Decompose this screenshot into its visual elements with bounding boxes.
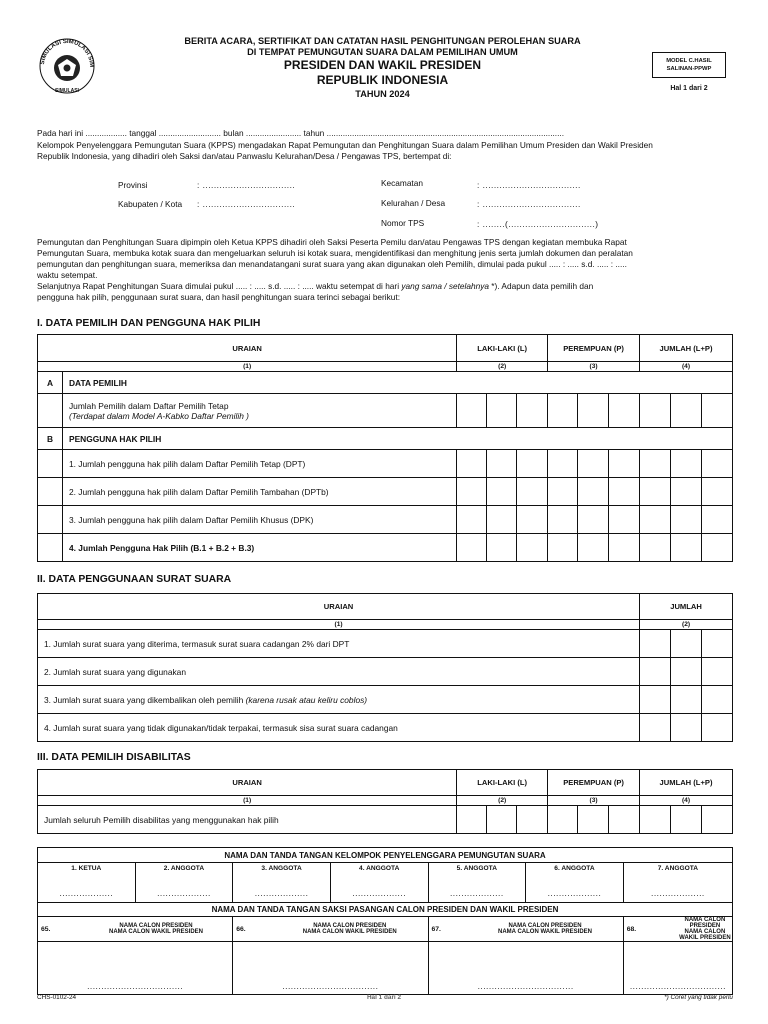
saksi-sign-title: NAMA DAN TANDA TANGAN SAKSI PASANGAN CALON PRESIDEN DAN WAKIL PRESIDEN [38, 903, 733, 917]
saksi-label-presiden: NAMA CALON PRESIDEN [508, 923, 582, 929]
kpps-member-label: 7. ANGGOTA [657, 865, 699, 872]
input-box[interactable] [702, 714, 733, 742]
saksi-candidate-label [80, 917, 233, 942]
logo-bottom-text: SIMULASI [55, 88, 79, 94]
input-box[interactable] [609, 506, 640, 534]
header-line-5: TAHUN 2024 [355, 89, 410, 99]
kecamatan-field[interactable]: : ................................... [477, 180, 581, 190]
s1-letter-b: B [38, 428, 63, 450]
kpps-member-label: 4. ANGGOTA [359, 865, 400, 872]
input-box[interactable] [517, 534, 548, 562]
s1-header-uraian: URAIAN [38, 335, 457, 362]
input-box[interactable] [487, 506, 517, 534]
kelurahan-label: Kelurahan / Desa [381, 198, 446, 208]
s3-num-4: (4) [640, 796, 733, 806]
input-box[interactable] [640, 686, 671, 714]
header-line-2: DI TEMPAT PEMUNGUTAN SUARA DALAM PEMILIHAN UMUM [247, 47, 518, 57]
kpps-cell-anggota-4[interactable] [330, 863, 428, 903]
kpps-sign-title: NAMA DAN TANDA TANGAN KELOMPOK PENYELENGGARA PEMUNGUTAN SUARA [38, 848, 733, 863]
kpps-member-label: 3. ANGGOTA [261, 865, 302, 872]
input-box[interactable] [578, 806, 609, 834]
s1-b-row-1: 1. Jumlah pengguna hak pilih dalam Daftar Pemilih Tetap (DPT) [62, 450, 456, 478]
body-line-5-a: Selanjutnya Rapat Penghitungan Suara dimulai pukul ..... : ..... s.d. ..... : ..... waktu setempat di hari [37, 281, 402, 291]
input-box[interactable] [640, 630, 671, 658]
kpu-logo [36, 32, 98, 100]
saksi-label-wakil: NAMA CALON WAKIL PRESIDEN [498, 929, 593, 935]
page-number-top: Hal 1 dari 2 [670, 85, 708, 92]
input-box[interactable] [457, 450, 487, 478]
kpps-cell-anggota-5[interactable] [428, 863, 526, 903]
input-box[interactable] [487, 450, 517, 478]
saksi-candidate-label [272, 917, 428, 942]
s1-a-spacer [38, 394, 63, 428]
saksi-label-wakil: NAMA CALON WAKIL PRESIDEN [108, 929, 203, 935]
input-box[interactable] [671, 714, 702, 742]
s1-b-spacer [38, 534, 63, 562]
input-box[interactable] [640, 450, 671, 478]
input-box[interactable] [548, 394, 578, 428]
kpps-sign-dots: ................... [254, 888, 309, 898]
body-line-1: Pemungutan dan Penghitungan Suara dipimpin oleh Ketua KPPS dihadiri oleh Saksi Peserta Pemilu dan/atau Pengawas TPS dengan kegiatan membuka Rapat [37, 237, 627, 247]
input-box[interactable] [487, 394, 517, 428]
input-box[interactable] [457, 806, 487, 834]
s1-num-3: (3) [548, 362, 640, 372]
input-box[interactable] [670, 478, 701, 506]
input-box[interactable] [701, 478, 732, 506]
footer-code: CHS-0102-24 [37, 994, 77, 1001]
s1-b-row-4: 4. Jumlah Pengguna Hak Pilih (B.1 + B.2 + B.3) [62, 534, 456, 562]
header-line-1: BERITA ACARA, SERTIFIKAT DAN CATATAN HASIL PENGHITUNGAN PEROLEHAN SUARA [184, 36, 581, 46]
tps-field[interactable]: : ........(...............................) [477, 219, 599, 229]
input-box[interactable] [457, 534, 487, 562]
footer-note: *) Coret yang tidak perlu [664, 994, 733, 1001]
input-box[interactable] [487, 534, 517, 562]
input-box[interactable] [670, 450, 701, 478]
input-box[interactable] [701, 534, 732, 562]
kpps-sign-dots: ................... [449, 888, 504, 898]
input-box[interactable] [640, 478, 671, 506]
saksi-label-presiden: NAMA CALON PRESIDEN [119, 923, 193, 929]
input-box[interactable] [609, 534, 640, 562]
input-box[interactable] [609, 478, 640, 506]
input-box[interactable] [548, 534, 578, 562]
input-box[interactable] [548, 806, 578, 834]
input-box[interactable] [578, 534, 609, 562]
s1-header-jumlah: JUMLAH (L+P) [640, 335, 733, 362]
saksi-sign-dots: .................................. [477, 981, 574, 991]
section-1-table [37, 334, 733, 562]
header-line-3: PRESIDEN DAN WAKIL PRESIDEN [283, 58, 482, 72]
s3-header-uraian: URAIAN [38, 770, 457, 796]
input-box[interactable] [640, 714, 671, 742]
s3-header-perempuan: PEREMPUAN (P) [548, 770, 640, 796]
section-1-title: I. DATA PEMILIH DAN PENGGUNA HAK PILIH [37, 318, 261, 329]
s1-b-spacer [38, 506, 63, 534]
s1-row-dpt-line-1: Jumlah Pemilih dalam Daftar Pemilih Tetap [68, 400, 229, 411]
saksi-label-wakil: NAMA CALON WAKIL PRESIDEN [302, 929, 397, 935]
s1-header-perempuan: PEREMPUAN (P) [548, 335, 640, 362]
input-box[interactable] [670, 806, 701, 834]
saksi-sign-cell[interactable] [428, 942, 623, 995]
saksi-candidate-label [678, 917, 733, 942]
saksi-num: 68. [623, 917, 678, 942]
input-box[interactable] [609, 450, 640, 478]
input-box[interactable] [701, 506, 732, 534]
saksi-candidate-label [467, 917, 623, 942]
section-3-table [37, 769, 733, 834]
input-box[interactable] [701, 394, 732, 428]
kpps-sign-dots: ................... [651, 888, 705, 898]
body-line-5-b: *). Adapun data pemilih dan [488, 281, 594, 291]
section-2-table [37, 593, 733, 742]
input-box[interactable] [670, 506, 701, 534]
s3-num-3: (3) [548, 796, 640, 806]
s1-title-a: DATA PEMILIH [62, 372, 732, 394]
provinsi-label: Provinsi [118, 180, 148, 190]
saksi-label-wakil: NAMA CALON WAKIL PRESIDEN [679, 929, 731, 941]
saksi-num: 66. [233, 917, 272, 942]
input-box[interactable] [517, 450, 548, 478]
input-box[interactable] [701, 806, 732, 834]
s1-letter-a: A [38, 372, 63, 394]
input-box[interactable] [578, 394, 609, 428]
input-box[interactable] [548, 450, 578, 478]
s2-header-jumlah: JUMLAH [640, 594, 733, 620]
body-line-6: pengguna hak pilih, penggunaan surat suara, dan hasil penghitungan suara terinci sebagai berikut: [37, 292, 401, 302]
input-box[interactable] [640, 534, 671, 562]
body-line-4: waktu setempat. [37, 270, 98, 280]
signature-table [37, 847, 733, 995]
input-box[interactable] [487, 478, 517, 506]
s2-header-uraian: URAIAN [38, 594, 640, 620]
kpps-cell-ketua[interactable] [38, 863, 136, 903]
input-box[interactable] [609, 806, 640, 834]
saksi-sign-cell[interactable] [38, 942, 233, 995]
kpps-member-label: 6. ANGGOTA [554, 865, 595, 872]
body-line-5 [37, 281, 742, 292]
s3-header-jumlah: JUMLAH (L+P) [640, 770, 733, 796]
input-box[interactable] [671, 658, 702, 686]
date-line[interactable]: Pada hari ini .................. tanggal ........................... bulan ........................ tahun ....................................................................................................... [37, 128, 565, 138]
saksi-num: 67. [428, 917, 467, 942]
saksi-sign-dots: .................................. [629, 981, 726, 991]
kpps-cell-anggota-3[interactable] [233, 863, 331, 903]
s1-b-row-3: 3. Jumlah pengguna hak pilih dalam Daftar Pemilih Khusus (DPK) [62, 506, 456, 534]
s1-num-1: (1) [38, 362, 457, 372]
kpps-member-label: 1. KETUA [71, 865, 102, 872]
kpps-sign-dots: ................... [157, 888, 211, 898]
s1-num-2: (2) [457, 362, 548, 372]
s1-b-row-2: 2. Jumlah pengguna hak pilih dalam Daftar Pemilih Tambahan (DPTb) [62, 478, 456, 506]
saksi-label-presiden: NAMA CALON PRESIDEN [313, 923, 387, 929]
input-box[interactable] [640, 506, 671, 534]
logo-arc-text: SIMULASI SIMULASI SIM [39, 38, 95, 68]
input-box[interactable] [517, 506, 548, 534]
input-box[interactable] [670, 394, 701, 428]
s1-num-4: (4) [640, 362, 733, 372]
input-box[interactable] [702, 686, 733, 714]
body-line-3: pemungutan dan penghitungan suara, memeriksa dan menandatangani surat suara yang akan digunakan oleh Pemilih, dimulai pada pukul ..... : ..... s.d. ..... : ..... [37, 259, 627, 269]
input-box[interactable] [640, 806, 671, 834]
input-box[interactable] [702, 658, 733, 686]
saksi-num: 65. [38, 917, 80, 942]
kpps-member-label: 5. ANGGOTA [456, 865, 497, 872]
s3-row-1: Jumlah seluruh Pemilih disabilitas yang menggunakan hak pilih [38, 806, 457, 834]
input-box[interactable] [671, 686, 702, 714]
s2-num-1: (1) [38, 620, 640, 630]
input-box[interactable] [640, 394, 671, 428]
s3-num-2: (2) [457, 796, 548, 806]
input-box[interactable] [578, 450, 609, 478]
s2-row-1: 1. Jumlah surat suara yang diterima, termasuk surat suara cadangan 2% dari DPT [38, 630, 640, 658]
input-box[interactable] [457, 478, 487, 506]
saksi-sign-dots: .................................. [282, 981, 379, 991]
intro-paragraph-line-2: Republik Indonesia, yang dihadiri oleh Saksi dan/atau Panwaslu Kelurahan/Desa / Pengawas TPS, bertempat di: [37, 151, 452, 161]
kpps-sign-dots: ................... [352, 888, 407, 898]
s1-b-spacer [38, 478, 63, 506]
section-3-title: III. DATA PEMILIH DISABILITAS [37, 752, 191, 763]
input-box[interactable] [578, 506, 609, 534]
input-box[interactable] [487, 806, 517, 834]
saksi-sign-dots: .................................. [87, 981, 184, 991]
input-box[interactable] [578, 478, 609, 506]
kpps-member-label: 2. ANGGOTA [163, 865, 205, 872]
input-box[interactable] [517, 478, 548, 506]
input-box[interactable] [701, 450, 732, 478]
input-box[interactable] [702, 630, 733, 658]
saksi-sign-cell[interactable] [233, 942, 428, 995]
s1-header-laki: LAKI-LAKI (L) [457, 335, 548, 362]
body-line-5-italic: yang sama / setelahnya [401, 281, 489, 291]
body-line-2: Pemungutan Suara, membuka kotak suara dan mengeluarkan seluruh isi kotak suara, mengidentifikasi dan menghitung jenis serta jumlah dokumen dan peralatan [37, 248, 633, 258]
input-box[interactable] [640, 658, 671, 686]
s3-header-laki: LAKI-LAKI (L) [457, 770, 548, 796]
header-line-4: REPUBLIK INDONESIA [316, 73, 449, 87]
input-box[interactable] [548, 506, 578, 534]
kpps-cell-anggota-7[interactable] [623, 863, 732, 903]
intro-paragraph-line-1: Kelompok Penyelenggara Pemungutan Suara (KPPS) mengadakan Rapat Pemungutan dan Penghitungan Suara dalam Pemilihan Umum Presiden dan Wakil Presiden [37, 140, 653, 150]
input-box[interactable] [517, 394, 548, 428]
kabkota-label: Kabupaten / Kota [118, 199, 183, 209]
s1-row-dpt [62, 394, 456, 428]
kelurahan-field[interactable]: : ................................... [477, 199, 581, 209]
s1-row-dpt-line-2: (Terdapat dalam Model A-Kabko Daftar Pemilih ) [68, 410, 249, 421]
input-box[interactable] [517, 806, 548, 834]
kpps-cell-anggota-6[interactable] [526, 863, 624, 903]
footer-page: Hal 1 dari 2 [366, 994, 402, 1001]
tps-label: Nomor TPS [381, 218, 425, 228]
s2-row-3-italic: (karena rusak atau keliru coblos) [245, 694, 368, 705]
input-box[interactable] [457, 506, 487, 534]
s2-row-3 [38, 686, 640, 714]
s1-title-b: PENGGUNA HAK PILIH [62, 428, 732, 450]
s3-num-1: (1) [38, 796, 457, 806]
section-2-title: II. DATA PENGGUNAAN SURAT SUARA [37, 574, 232, 585]
kabkota-field[interactable]: : ................................. [197, 199, 296, 209]
input-box[interactable] [548, 478, 578, 506]
input-box[interactable] [671, 630, 702, 658]
model-code-line-2: SALINAN-PPWP [666, 66, 712, 72]
saksi-sign-cell[interactable] [623, 942, 732, 995]
input-box[interactable] [670, 534, 701, 562]
provinsi-field[interactable]: : ................................. [197, 180, 296, 190]
kpps-sign-dots: ................... [59, 888, 114, 898]
s2-row-4: 4. Jumlah surat suara yang tidak digunakan/tidak terpakai, termasuk sisa surat suara cadangan [38, 714, 640, 742]
s1-b-spacer [38, 450, 63, 478]
s2-row-2: 2. Jumlah surat suara yang digunakan [38, 658, 640, 686]
kpps-cell-anggota-2[interactable] [135, 863, 233, 903]
s2-num-2: (2) [640, 620, 733, 630]
model-code-line-1: MODEL C.HASIL [666, 58, 712, 64]
s2-row-3-text: 3. Jumlah surat suara yang dikembalikan oleh pemilih [44, 694, 246, 705]
saksi-label-presiden: NAMA CALON PRESIDEN [684, 917, 726, 929]
input-box[interactable] [457, 394, 487, 428]
input-box[interactable] [609, 394, 640, 428]
kecamatan-label: Kecamatan [381, 178, 423, 188]
kpps-sign-dots: ................... [547, 888, 602, 898]
model-code-box [652, 52, 726, 78]
